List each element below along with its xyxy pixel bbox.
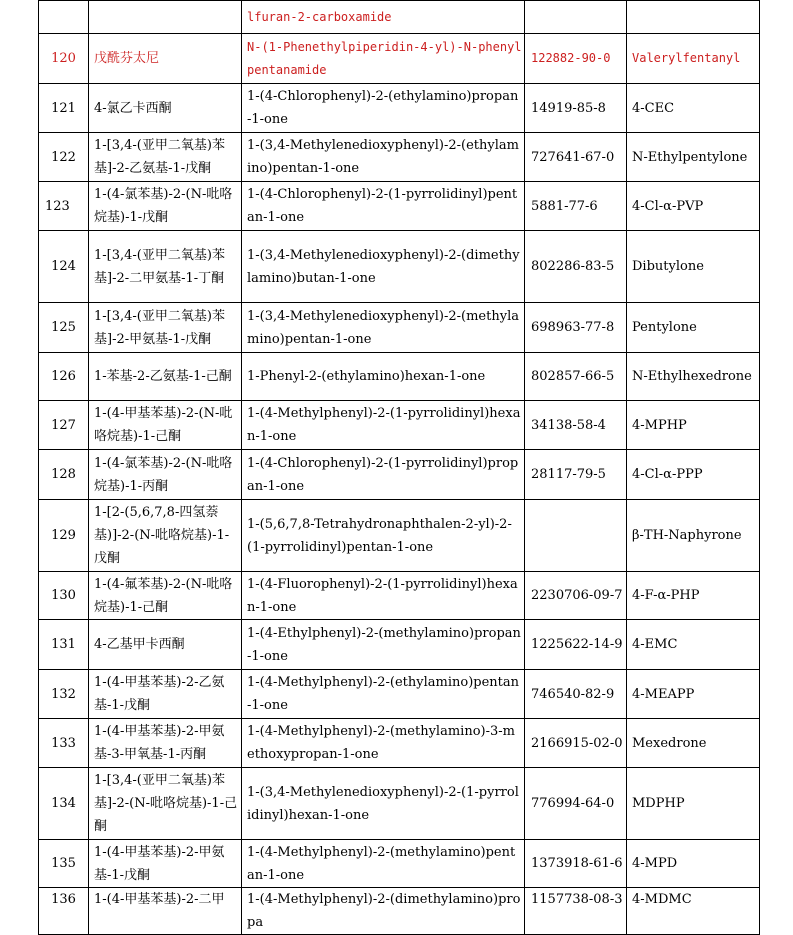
- english-name: 1-(4-Methylphenyl)-2-(methylamino)pentan-1-one: [242, 840, 525, 888]
- chinese-name: 1-(4-氯苯基)-2-(N-吡咯烷基)-1-戊酮: [89, 182, 242, 231]
- cas-number: 1373918-61-6: [525, 840, 627, 888]
- abbreviation: Dibutylone: [627, 231, 760, 303]
- table-row: [39, 670, 760, 719]
- english-name: 1-(3,4-Methylenedioxyphenyl)-2-(ethylamino)pentan-1-one: [242, 133, 525, 182]
- cas-number: 776994-64-0: [525, 768, 627, 840]
- row-number: 128: [39, 450, 89, 500]
- english-name: 1-(4-Methylphenyl)-2-(dimethylamino)propa: [242, 888, 525, 935]
- cas-number: 5881-77-6: [525, 182, 627, 231]
- table-row: [39, 620, 760, 670]
- abbreviation: MDPHP: [627, 768, 760, 840]
- table-row: [39, 231, 760, 303]
- abbreviation: 4-MDMC: [627, 888, 760, 935]
- english-name: 1-(4-Fluorophenyl)-2-(1-pyrrolidinyl)hexan-1-one: [242, 572, 525, 620]
- table-row: [39, 303, 760, 353]
- chinese-name: 4-氯乙卡西酮: [89, 84, 242, 133]
- table-row: [39, 719, 760, 768]
- row-number: 123: [39, 182, 89, 231]
- row-number: 136: [39, 888, 89, 935]
- substance-table: [38, 0, 760, 935]
- chinese-name: 1-[3,4-(亚甲二氧基)苯基]-2-二甲氨基-1-丁酮: [89, 231, 242, 303]
- english-name: 1-(4-Chlorophenyl)-2-(ethylamino)propan-1-one: [242, 84, 525, 133]
- row-number: 129: [39, 500, 89, 572]
- chinese-name: 1-[3,4-(亚甲二氧基)苯基]-2-乙氨基-1-戊酮: [89, 133, 242, 182]
- chinese-name: 4-乙基甲卡西酮: [89, 620, 242, 670]
- english-name: 1-(4-Chlorophenyl)-2-(1-pyrrolidinyl)propan-1-one: [242, 450, 525, 500]
- abbreviation: 4-Cl-α-PVP: [627, 182, 760, 231]
- table-row: [39, 768, 760, 840]
- cas-number: 1225622-14-9: [525, 620, 627, 670]
- english-name: 1-(3,4-Methylenedioxyphenyl)-2-(dimethylamino)butan-1-one: [242, 231, 525, 303]
- cas-number: 802286-83-5: [525, 231, 627, 303]
- row-number: 125: [39, 303, 89, 353]
- cas-number: 28117-79-5: [525, 450, 627, 500]
- row-number: 122: [39, 133, 89, 182]
- cas-number: 1157738-08-3: [525, 888, 627, 935]
- abbreviation: Mexedrone: [627, 719, 760, 768]
- abbreviation: 4-F-α-PHP: [627, 572, 760, 620]
- chinese-name: 1-[2-(5,6,7,8-四氢萘基)]-2-(N-吡咯烷基)-1-戊酮: [89, 500, 242, 572]
- table-row: [39, 34, 760, 84]
- table-row: [39, 401, 760, 450]
- row-number: 131: [39, 620, 89, 670]
- row-number: 132: [39, 670, 89, 719]
- cas-number: 802857-66-5: [525, 353, 627, 401]
- row-number: 130: [39, 572, 89, 620]
- table-row: [39, 500, 760, 572]
- chinese-name: 1-(4-甲基苯基)-2-甲氨基-3-甲氧基-1-丙酮: [89, 719, 242, 768]
- row-number: 133: [39, 719, 89, 768]
- table-row: [39, 840, 760, 888]
- row-number: 134: [39, 768, 89, 840]
- english-name: 1-(4-Chlorophenyl)-2-(1-pyrrolidinyl)pentan-1-one: [242, 182, 525, 231]
- abbreviation: 4-EMC: [627, 620, 760, 670]
- cas-number: 2230706-09-7: [525, 572, 627, 620]
- chinese-name: 戊酰芬太尼: [89, 34, 242, 84]
- row-number: 124: [39, 231, 89, 303]
- english-name: lfuran-2-carboxamide: [242, 1, 525, 34]
- abbreviation: 4-Cl-α-PPP: [627, 450, 760, 500]
- english-name: 1-(5,6,7,8-Tetrahydronaphthalen-2-yl)-2-(1-pyrrolidinyl)pentan-1-one: [242, 500, 525, 572]
- chinese-name: 1-(4-氯苯基)-2-(N-吡咯烷基)-1-丙酮: [89, 450, 242, 500]
- abbreviation: 4-MPHP: [627, 401, 760, 450]
- chinese-name: 1-(4-甲基苯基)-2-甲氨基-1-戊酮: [89, 840, 242, 888]
- chinese-name: 1-(4-甲基苯基)-2-二甲: [89, 888, 242, 935]
- cas-number: 2166915-02-0: [525, 719, 627, 768]
- chinese-name: 1-(4-甲基苯基)-2-乙氨基-1-戊酮: [89, 670, 242, 719]
- row-number: 127: [39, 401, 89, 450]
- cas-number: 746540-82-9: [525, 670, 627, 719]
- abbreviation: 4-MEAPP: [627, 670, 760, 719]
- english-name: 1-Phenyl-2-(ethylamino)hexan-1-one: [242, 353, 525, 401]
- table-row: [39, 84, 760, 133]
- abbreviation: 4-MPD: [627, 840, 760, 888]
- table-row: [39, 1, 760, 34]
- cas-number: 727641-67-0: [525, 133, 627, 182]
- english-name: 1-(4-Ethylphenyl)-2-(methylamino)propan-1-one: [242, 620, 525, 670]
- english-name: 1-(3,4-Methylenedioxyphenyl)-2-(1-pyrrolidinyl)hexan-1-one: [242, 768, 525, 840]
- abbreviation: Valerylfentanyl: [627, 34, 760, 84]
- english-name: 1-(4-Methylphenyl)-2-(methylamino)-3-methoxypropan-1-one: [242, 719, 525, 768]
- table-row: [39, 572, 760, 620]
- chinese-name: 1-苯基-2-乙氨基-1-己酮: [89, 353, 242, 401]
- table-row: [39, 182, 760, 231]
- cas-number: 122882-90-0: [525, 34, 627, 84]
- abbreviation: 4-CEC: [627, 84, 760, 133]
- abbreviation: N-Ethylhexedrone: [627, 353, 760, 401]
- abbreviation: N-Ethylpentylone: [627, 133, 760, 182]
- english-name: 1-(3,4-Methylenedioxyphenyl)-2-(methylamino)pentan-1-one: [242, 303, 525, 353]
- row-number: 120: [39, 34, 89, 84]
- english-name: 1-(4-Methylphenyl)-2-(ethylamino)pentan-1-one: [242, 670, 525, 719]
- cas-number: [525, 500, 627, 572]
- chinese-name: [89, 1, 242, 34]
- cas-number: [525, 1, 627, 34]
- chinese-name: 1-(4-氟苯基)-2-(N-吡咯烷基)-1-己酮: [89, 572, 242, 620]
- table-row: [39, 133, 760, 182]
- table-row: [39, 888, 760, 935]
- cas-number: 698963-77-8: [525, 303, 627, 353]
- table-row: [39, 353, 760, 401]
- abbreviation: Pentylone: [627, 303, 760, 353]
- english-name: N-(1-Phenethylpiperidin-4-yl)-N-phenylpentanamide: [242, 34, 525, 84]
- row-number: [39, 1, 89, 34]
- cas-number: 34138-58-4: [525, 401, 627, 450]
- row-number: 121: [39, 84, 89, 133]
- abbreviation: β-TH-Naphyrone: [627, 500, 760, 572]
- abbreviation: [627, 1, 760, 34]
- table-row: [39, 450, 760, 500]
- row-number: 135: [39, 840, 89, 888]
- chinese-name: 1-[3,4-(亚甲二氧基)苯基]-2-甲氨基-1-戊酮: [89, 303, 242, 353]
- cas-number: 14919-85-8: [525, 84, 627, 133]
- chinese-name: 1-(4-甲基苯基)-2-(N-吡咯烷基)-1-己酮: [89, 401, 242, 450]
- english-name: 1-(4-Methylphenyl)-2-(1-pyrrolidinyl)hexan-1-one: [242, 401, 525, 450]
- row-number: 126: [39, 353, 89, 401]
- chinese-name: 1-[3,4-(亚甲二氧基)苯基]-2-(N-吡咯烷基)-1-己酮: [89, 768, 242, 840]
